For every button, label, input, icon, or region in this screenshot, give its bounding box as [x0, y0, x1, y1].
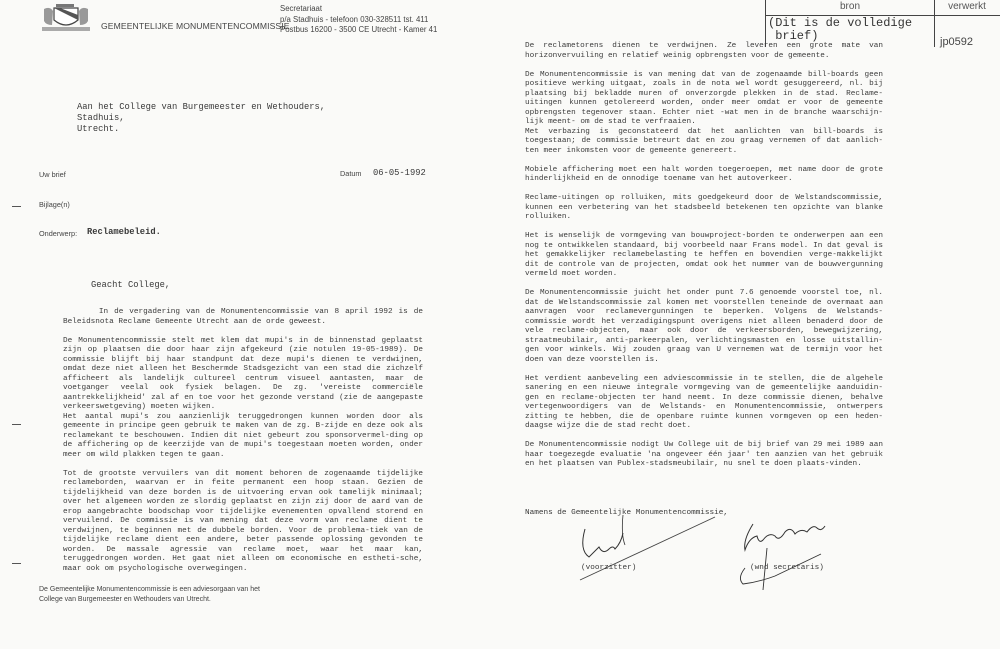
addressee: Aan het College van Burgemeester en Wethouders, Stadhuis, Utrecht.	[77, 102, 326, 134]
secretariat-line: Postbus 16200 - 3500 CE Utrecht - Kamer 41	[280, 25, 438, 34]
paragraph: Mobiele affichering moet een halt worden toegeroepen, met name door de grote hinderlijkheid en de onnodige toename van het autoverkeer.	[525, 165, 883, 183]
paragraph: Het is wenselijk de vormgeving van bouwproject-borden te onderwerpen aan een nog te ontwikkelen standaard, bij voorbeeld naar Frans model. In dat geval is het gemakkelijker reclamebelasting te heffen en bovendien verge-makkelijkt dit de controle van de projecten, omdat ook het nummer van de bouwvergunning vermeld moet worden.	[525, 232, 883, 278]
paragraph: De Monumentencommissie nodigt Uw College uit de bij brief van 29 mei 1989 aan haar toegezegde evaluatie 'na ongeveer één jaar' ten aanzien van het gebruik en het plaatsen van Publex-stadsmeubilair, nu snel te doen plaats-vinden.	[525, 441, 883, 468]
stamp-header-bron: bron	[765, 0, 935, 16]
salutation: Geacht College,	[91, 280, 171, 290]
closing-line: Namens de Gemeentelijke Monumentencommissie,	[525, 509, 728, 517]
datum-value: 06-05-1992	[373, 168, 426, 178]
body-left	[63, 308, 423, 574]
stamp-code: jp0592	[940, 36, 974, 48]
paragraph: De Monumentencommissie juicht het onder punt 7.6 genoemde voorstel toe, nl. dat de Welstandscommissie zal komen met voorstellen teneinde de overmaat aan aanvragen voor reclamevergunningen te beperken. Volgens de Welstands-commissie wordt het verzadigingspunt overigens niet alleen benaderd door de vele reclame-objecten, maar ook door de verkeersborden, bewegwijzering, straatmeubilair, anti-parkeerpalen, verlichtingsmasten en losse uitstallin-gen voor winkels. Wij zouden graag van U vernemen wat de termijn voor het doen van deze voorstellen is.	[525, 289, 883, 364]
datum-label: Datum	[340, 169, 362, 178]
paragraph: Het verdient aanbeveling een adviescommissie in te stellen, die de algehele sanering en een nieuwe integrale vormgeving van de gemeentelijke aanduidin-gen en reclame-objecten ter hand neemt. In deze commissie dienen, behalve vertegenwoordigers van de Welstands- en Monumentencommissie, ontwerpers zitting te hebben, die de openbare ruimte kunnen vormgeven op een heden-daagse wijze die de stad recht doet.	[525, 374, 883, 430]
secretary-signature	[735, 518, 845, 593]
subject: Reclamebeleid.	[87, 227, 161, 237]
utrecht-coat-of-arms-icon	[40, 3, 92, 33]
secretariat-line: Secretariaat	[280, 4, 323, 13]
onderwerp-label: Onderwerp:	[39, 229, 78, 238]
paragraph: Het aantal mupi's zou aanzienlijk teruggedrongen kunnen worden door als gemeente in principe geen gebruik te maken van de zg. B-zijde en deze ook als reclamekant te beschouwen. Indien dit niet gebeurt zou sponsorvermel-ding op de affichering op de keerzijde van de mupi's toegestaan moeten worden, onder meer om wild plakken tegen te gaan.	[63, 412, 423, 459]
fold-mark	[12, 563, 21, 564]
bijlage-label: Bijlage(n)	[39, 200, 70, 209]
secretariat-address	[280, 4, 437, 36]
paragraph: In de vergadering van de Monumentencommissie van 8 april 1992 is de Beleidsnota Reclame Gemeente Utrecht aan de orde geweest.	[63, 308, 423, 326]
paragraph: Met verbazing is geconstateerd dat het aanlichten van bill-boards is toegestaan; de commissie betreurt dat en zou graag vernemen of dat aanlich-ten meer inkomsten voor de gemeente genereert.	[525, 127, 883, 155]
secretariat-line: p/a Stadhuis - telefoon 030-328511 tst. 411	[280, 14, 429, 24]
uw-brief-label: Uw brief	[39, 170, 66, 179]
paragraph: Reclame-uitingen op rolluiken, mits goedgekeurd door de Welstandscommissie, kunnen een verbetering van het stadsbeeld betekenen ten opzichte van blanke rolluiken.	[525, 194, 883, 221]
paragraph: De reclametorens dienen te verdwijnen. Ze leveren een grote mate van horizonvervuiling en relatief weinig opbrengsten voor de gemeente.	[525, 42, 883, 60]
stamp-header-verwerkt: verwerkt	[934, 0, 1000, 16]
signatory-secretary: (wnd secretaris)	[750, 564, 824, 572]
paragraph: De Monumentencommissie stelt met klem dat mupi's in de binnenstad geplaatst zijn op plaatsen die door haar zijn afgekeurd (zie notulen 19-05-1989). De commissie blijft bij haar standpunt dat deze mupi's dienen te verdwijnen, omdat deze niet alleen het Beschermde Stadsgezicht van een stad die zichzelf afficheert als landelijk cultureel centrum visueel aantasten, maar de voetganger veelal ook fysiek belagen. De zg. 'vereiste commerciële aantrekkelijkheid' zal af en toe voor het gezonde verstand (zie de aangepaste verkeerswetgeving) moeten wijken.	[63, 336, 423, 411]
paragraph: De Monumentencommissie is van mening dat van de zogenaamde bill-boards geen positieve werking uitgaat, zoals in de nota wel wordt gesuggereerd, nl. bij plaatsing bij bekladde muren of onverzorgde plekken in de stad. Reclame-uitingen kunnen getolereerd worden, onder meer omdat er voor de gemeente opbrengsten tegenover staan. Echter niet -wat men in de branche waarschijn-lijk meent- om de stad te verfraaien.	[525, 70, 883, 126]
fold-mark	[12, 206, 21, 207]
signatory-chair: (voorzitter)	[581, 564, 637, 572]
body-right	[525, 42, 883, 470]
chair-signature	[575, 505, 725, 585]
paragraph: Tot de grootste vervuilers van dit moment behoren de zogenaamde tijdelijke reclameborden, waarvan er in feite permanent een hoop staan. Gezien de tijdelijkheid van deze borden is de uitvoering ervan ook tamelijk minimaal; over het algemeen worden ze slordig geplaatst en zijn zij door de aard van de erop aangebrachte boodschap voor tijdelijke evenementen opvallend storend en vervuilend. De commissie is van mening dat deze vorm van reclame dient te verdwijnen, te beginnen met de dubbele borden. Voor de problema-tiek van de tijdelijke reclame dient een andere, beter passende oplossing gevonden te worden. De massale agressie van reclame moet, waar het maar kan, teruggedrongen worden. Het gaat niet alleen om economische en estheti-sche, maar ook om psychologische overwegingen.	[63, 469, 423, 573]
org-name: GEMEENTELIJKE MONUMENTENCOMMISSIE	[101, 21, 290, 31]
stamp-note: (Dit is de volledige brief)	[768, 16, 913, 43]
footer-note	[39, 585, 260, 604]
footer-line: De Gemeentelijke Monumentencommissie is een adviesorgaan van het	[39, 586, 261, 593]
fold-mark	[12, 424, 21, 425]
footer-line: College van Burgemeester en Wethouders van Utrecht.	[39, 595, 211, 603]
